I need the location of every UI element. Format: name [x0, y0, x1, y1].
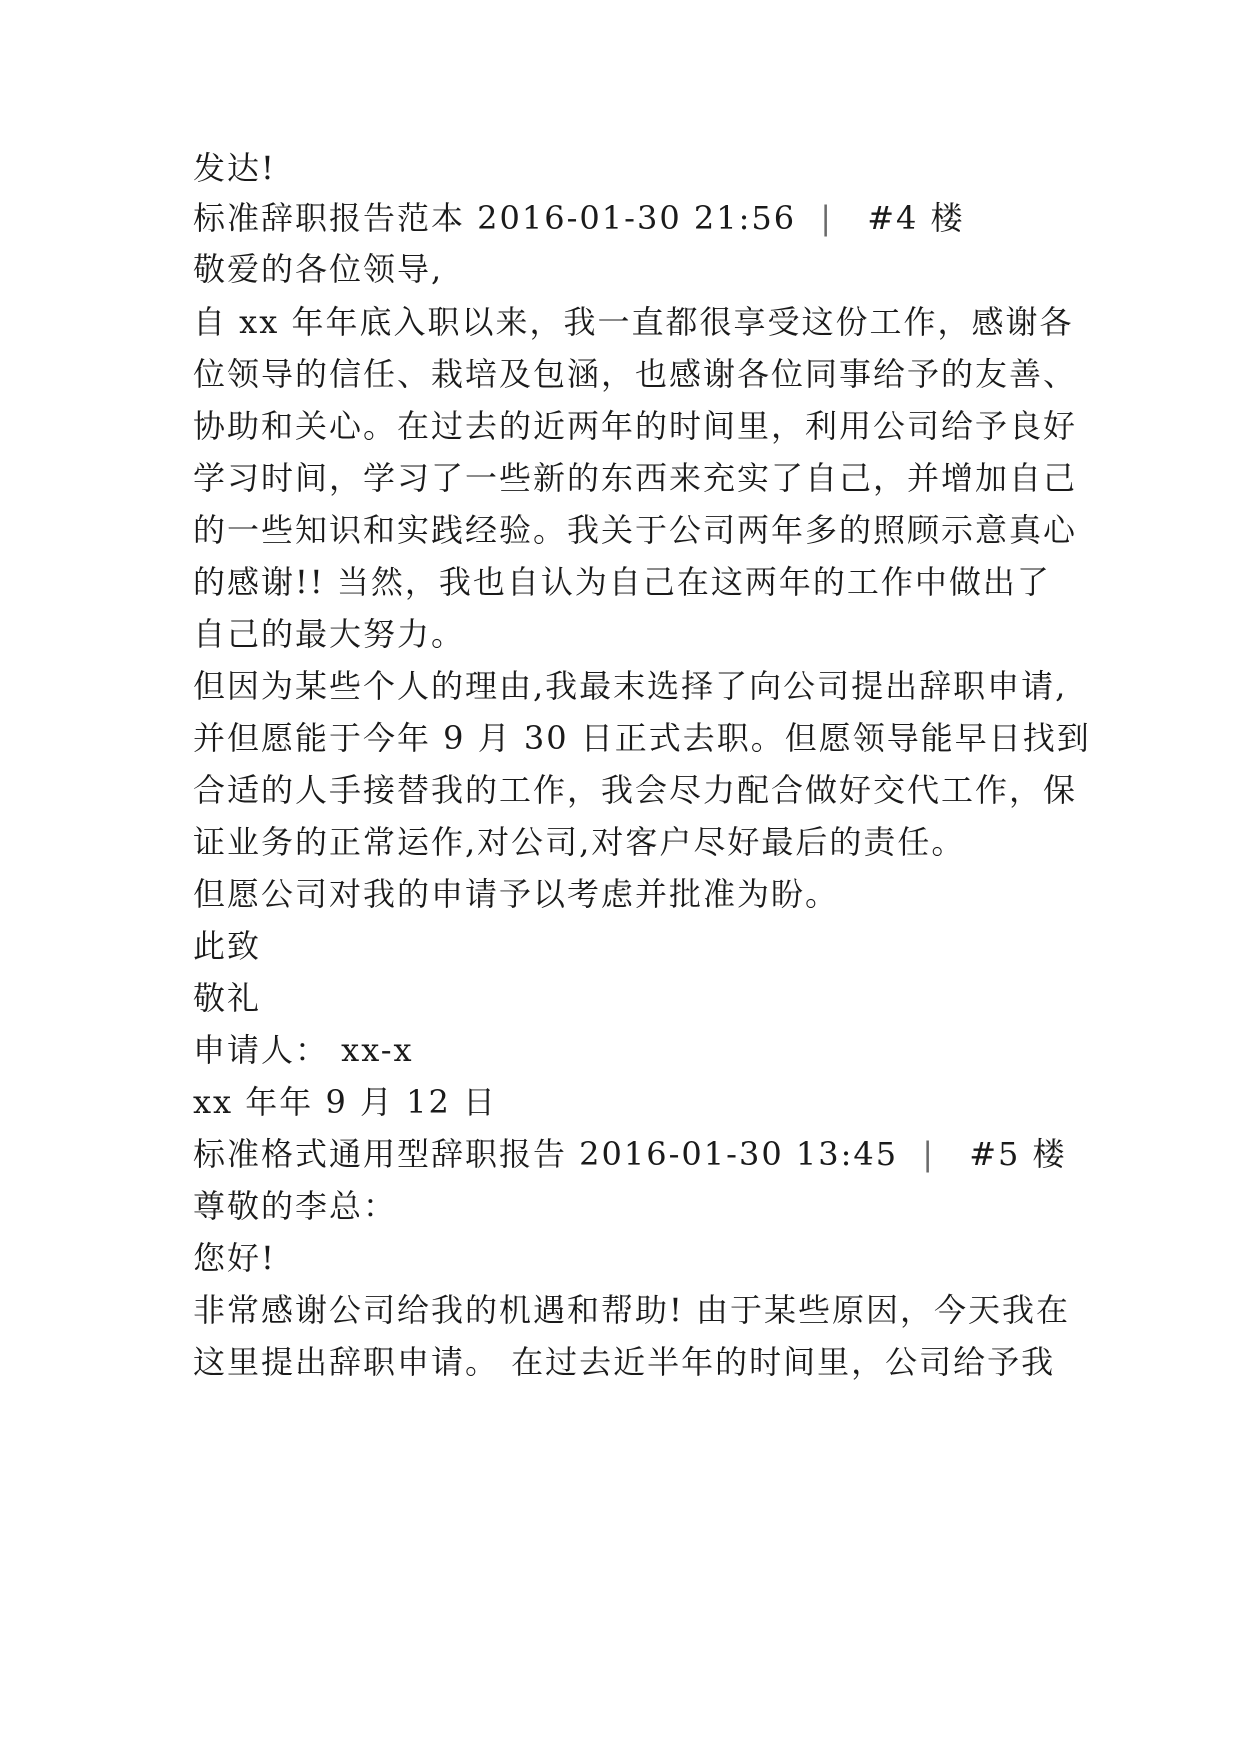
post-title: 标准格式通用型辞职报告 2016-01-30 13:45 — [193, 1135, 899, 1173]
post-header-4 — [193, 198, 965, 238]
text-line: 敬礼 — [193, 979, 262, 1017]
text-line: 但因为某些个人的理由,我最末选择了向公司提出辞职申请, — [193, 667, 1068, 705]
text-line: 的一些知识和实践经验。我关于公司两年多的照顾示意真心 — [193, 511, 1078, 549]
post-header-5 — [193, 1134, 1067, 1174]
text-line: 您好! — [193, 1239, 276, 1277]
text-line: 证业务的正常运作,对公司,对客户尽好最后的责任。 — [193, 823, 966, 861]
text-line: 协助和关心。在过去的近两年的时间里，利用公司给予良好 — [193, 407, 1078, 445]
text-line: 此致 — [193, 927, 262, 965]
text-line: 这里提出辞职申请。 在过去近半年的时间里，公司给予我 — [193, 1343, 1056, 1381]
text-line: 的感谢!! 当然，我也自认为自己在这两年的工作中做出了 — [193, 563, 1051, 601]
separator: | — [820, 199, 834, 237]
text-line: 并但愿能于今年 9 月 30 日正式去职。但愿领导能早日找到 — [193, 719, 1091, 757]
text-line: 学习时间，学习了一些新的东西来充实了自己，并增加自己 — [193, 459, 1078, 497]
text-line: 尊敬的李总： — [193, 1187, 398, 1225]
text-line: 自 xx 年年底入职以来，我一直都很享受这份工作，感谢各 — [193, 303, 1074, 341]
floor-number: #4 楼 — [867, 199, 965, 237]
separator: | — [922, 1135, 936, 1173]
floor-number: #5 楼 — [969, 1135, 1067, 1173]
text-line: 但愿公司对我的申请予以考虑并批准为盼。 — [193, 875, 840, 913]
text-line: 发达! — [193, 149, 276, 187]
text-line: 非常感谢公司给我的机遇和帮助! 由于某些原因，今天我在 — [193, 1291, 1071, 1329]
text-line: 自己的最大努力。 — [193, 615, 466, 653]
text-line: 敬爱的各位领导, — [193, 250, 444, 288]
post-title: 标准辞职报告范本 2016-01-30 21:56 — [193, 199, 797, 237]
text-line: 合适的人手接替我的工作，我会尽力配合做好交代工作，保 — [193, 771, 1078, 809]
text-line: 申请人： xx-x — [193, 1031, 414, 1069]
text-line: 位领导的信任、栽培及包涵，也感谢各位同事给予的友善、 — [193, 355, 1078, 393]
text-line: xx 年年 9 月 12 日 — [193, 1083, 498, 1121]
